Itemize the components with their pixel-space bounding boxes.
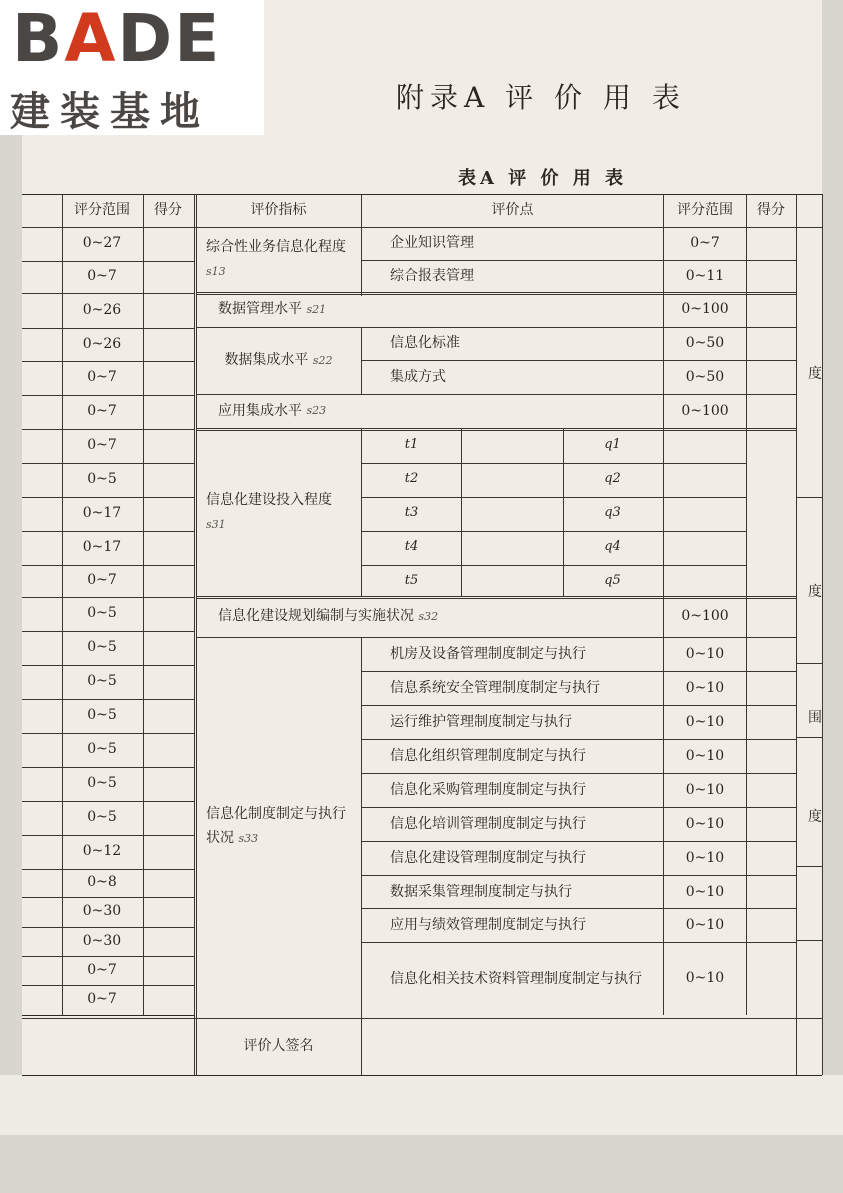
regulation-point: 数据采集管理制度制定与执行 [390,883,572,900]
regulation-point: 信息化培训管理制度制定与执行 [390,816,586,833]
right-partial-char: 围 [808,710,822,727]
grid-line [143,194,144,1015]
left-range-cell: 0~17 [82,539,122,556]
header-range: 评分范围 [677,202,733,219]
regulation-range: 0~10 [685,714,725,731]
regulation-point: 信息化相关技术资料管理制度制定与执行 [390,970,642,987]
grid-line [746,194,747,1015]
range-s21: 0~100 [681,301,729,318]
range-s32: 0~100 [681,608,729,625]
left-range-cell: 0~7 [87,369,117,386]
logo-wordmark: BADE [12,0,222,77]
brand-logo [0,0,264,135]
grid-line [22,1015,194,1016]
regulation-range: 0~10 [685,883,725,900]
indicator-s21: 数据管理水平 s21 [218,301,327,318]
left-range-cell: 0~26 [82,301,122,318]
regulation-point: 信息化组织管理制度制定与执行 [390,748,586,765]
left-range-cell: 0~26 [82,335,122,352]
investment-t-label: t3 [404,505,419,521]
left-range-cell: 0~5 [87,741,117,758]
left-range-cell: 0~12 [82,843,122,860]
regulation-point: 应用与绩效管理制度制定与执行 [390,917,586,934]
left-range-cell: 0~5 [87,605,117,622]
left-range-cell: 0~8 [87,874,117,891]
range-s13-0: 0~7 [690,234,720,251]
left-range-cell: 0~5 [87,673,117,690]
appendix-title: 附录A 评 价 用 表 [396,81,686,114]
grid-line [194,194,195,1075]
signature-field[interactable] [362,1018,796,1075]
indicator-s23: 应用集成水平 s23 [218,402,327,419]
regulation-point: 信息化采购管理制度制定与执行 [390,782,586,799]
regulation-point: 信息系统安全管理制度制定与执行 [390,680,600,697]
right-partial-char: 度 [808,366,822,383]
grid-line [796,497,822,498]
right-partial-char: 度 [808,584,822,601]
left-range-cell: 0~7 [87,268,117,285]
left-range-cell: 0~5 [87,471,117,488]
indicator-s32: 信息化建设规划编制与实施状况 s32 [218,608,439,625]
left-range-cell: 0~7 [87,961,117,978]
right-partial-char: 度 [808,809,822,826]
header-score: 得分 [757,202,785,219]
indicator-s22: 数据集成水平 s22 [224,352,333,369]
investment-t-label: t2 [404,471,419,487]
regulation-range: 0~10 [685,970,725,987]
investment-t-label: t1 [404,437,419,453]
left-range-cell: 0~17 [82,505,122,522]
table-title: 表A 评 价 用 表 [458,168,628,189]
left-range-cell: 0~5 [87,707,117,724]
left-range-cell: 0~5 [87,639,117,656]
indicator-s33: 信息化制度制定与执行状况 s33 [206,805,346,846]
point-s22-0: 信息化标准 [390,335,460,352]
grid-line [461,429,462,596]
left-range-cell: 0~7 [87,991,117,1008]
regulation-point: 机房及设备管理制度制定与执行 [390,646,586,663]
header-points: 评价点 [491,202,534,219]
investment-q-label: q5 [604,573,621,589]
left-range-cell: 0~5 [87,809,117,826]
regulation-range: 0~10 [685,917,725,934]
left-range-cell: 0~30 [82,903,122,920]
header-indicator: 评价指标 [250,202,307,219]
signature-label: 评价人签名 [243,1037,314,1054]
regulation-range: 0~10 [685,816,725,833]
grid-line [822,194,823,1075]
regulation-range: 0~10 [685,782,725,799]
left-range-cell: 0~27 [82,235,122,252]
point-s22-1: 集成方式 [390,368,446,385]
grid-line [796,866,822,867]
left-range-cell: 0~5 [87,775,117,792]
regulation-range: 0~10 [685,850,725,867]
grid-line [796,940,822,941]
regulation-range: 0~10 [685,646,725,663]
paper-bottom-strip [0,1075,843,1135]
logo-subtitle: 建装基地 [10,89,210,135]
left-header-score: 得分 [154,202,182,219]
left-range-cell: 0~7 [87,572,117,589]
grid-line [796,663,822,664]
range-s13-1: 0~11 [685,267,725,284]
investment-q-label: q4 [604,539,621,555]
grid-line [22,194,822,195]
range-s23: 0~100 [681,402,729,419]
grid-line [22,1075,822,1076]
regulation-range: 0~10 [685,748,725,765]
grid-line [796,227,822,228]
left-range-cell: 0~7 [87,403,117,420]
regulation-point: 运行维护管理制度制定与执行 [390,714,572,731]
investment-q-label: q1 [604,437,621,453]
grid-line [796,737,822,738]
left-range-cell: 0~7 [87,437,117,454]
indicator-s13: 综合性业务信息化程度 s13 [206,238,346,278]
investment-q-label: q2 [604,471,621,487]
investment-t-label: t5 [404,573,419,589]
range-s22-0: 0~50 [685,335,725,352]
grid-line [796,194,797,1075]
left-header-range: 评分范围 [74,202,130,219]
investment-q-label: q3 [604,505,621,521]
range-s22-1: 0~50 [685,368,725,385]
left-range-cell: 0~30 [82,932,122,949]
investment-t-label: t4 [404,539,419,555]
indicator-s31: 信息化建设投入程度 s31 [206,491,332,531]
regulation-point: 信息化建设管理制度制定与执行 [390,850,586,867]
regulation-range: 0~10 [685,680,725,697]
point-s13-1: 综合报表管理 [390,267,474,284]
point-s13-0: 企业知识管理 [390,234,474,251]
